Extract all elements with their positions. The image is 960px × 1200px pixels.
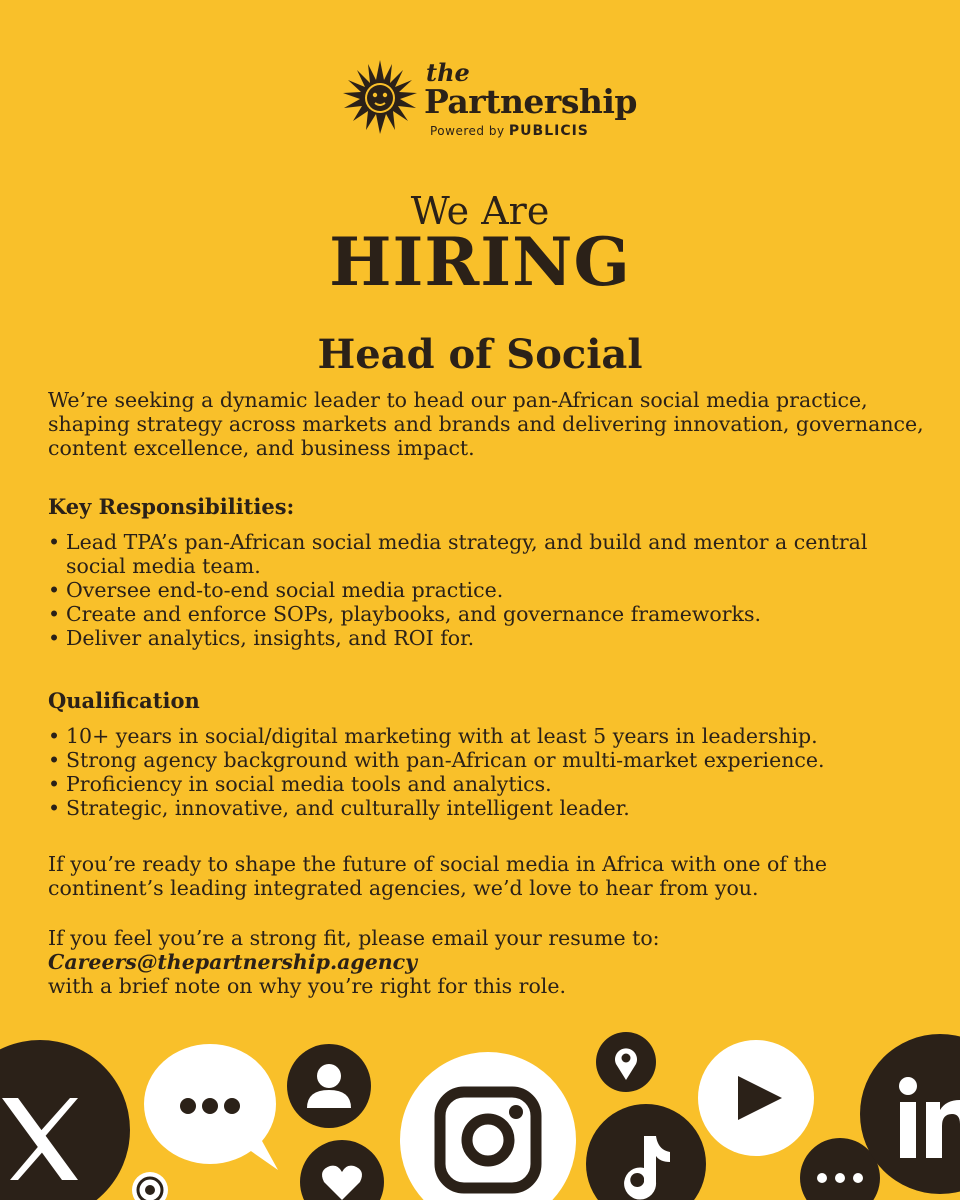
list-item: • Oversee end-to-end social media practice. (48, 578, 928, 602)
qualification-heading: Qualification (48, 688, 200, 713)
list-item: • 10+ years in social/digital marketing with at least 5 years in leadership. (48, 724, 928, 748)
apply-line-1: If you feel you’re a strong fit, please email your resume to: (48, 926, 660, 950)
location-pin-icon (596, 1032, 656, 1092)
intro-paragraph: We’re seeking a dynamic leader to head our pan-African social media practice, shaping strategy across markets and brands and delivering innovation, governance, content excellence, and business impact. (48, 388, 924, 460)
closing-paragraph: If you’re ready to shape the future of social media in Africa with one of the continent’s leading integrated agencies, we’d love to hear from you. (48, 852, 828, 900)
logo-tagline (430, 124, 589, 138)
heading-hiring: HIRING (329, 223, 631, 301)
logo-the: the (426, 58, 470, 87)
powered-by-text: Powered by (430, 124, 505, 138)
list-item: • Create and enforce SOPs, playbooks, and governance frameworks. (48, 602, 928, 626)
apply-instructions (48, 926, 928, 998)
play-icon (698, 1040, 814, 1156)
qualification-list (48, 724, 928, 820)
linkedin-icon (860, 1034, 960, 1194)
list-item: • Lead TPA’s pan-African social media strategy, and build and mentor a central social media team. (48, 530, 928, 578)
tiktok-icon (586, 1100, 706, 1200)
sun-lion-icon (340, 58, 420, 138)
apply-line-2: with a brief note on why you’re right for this role. (48, 974, 567, 998)
at-icon (130, 1170, 170, 1200)
careers-email-link[interactable]: Careers@thepartnership.agency (48, 950, 418, 974)
logo-name: Partnership (424, 82, 637, 121)
list-item: • Proficiency in social media tools and analytics. (48, 772, 928, 796)
chat-bubble-icon (138, 1042, 288, 1172)
x-logo-icon (0, 1040, 130, 1200)
responsibilities-list (48, 530, 928, 650)
publicis-text: PUBLICIS (508, 123, 589, 139)
list-item: • Strategic, innovative, and culturally intelligent leader. (48, 796, 928, 820)
partnership-logo (340, 58, 637, 139)
heading-we-are: We Are (410, 189, 550, 233)
user-icon (287, 1044, 371, 1128)
responsibilities-heading: Key Responsibilities: (48, 494, 295, 519)
list-item: • Deliver analytics, insights, and ROI for. (48, 626, 928, 650)
list-item: • Strong agency background with pan-African or multi-market experience. (48, 748, 928, 772)
role-title: Head of Social (317, 331, 643, 378)
heart-icon (300, 1140, 384, 1200)
instagram-icon (400, 1052, 576, 1200)
